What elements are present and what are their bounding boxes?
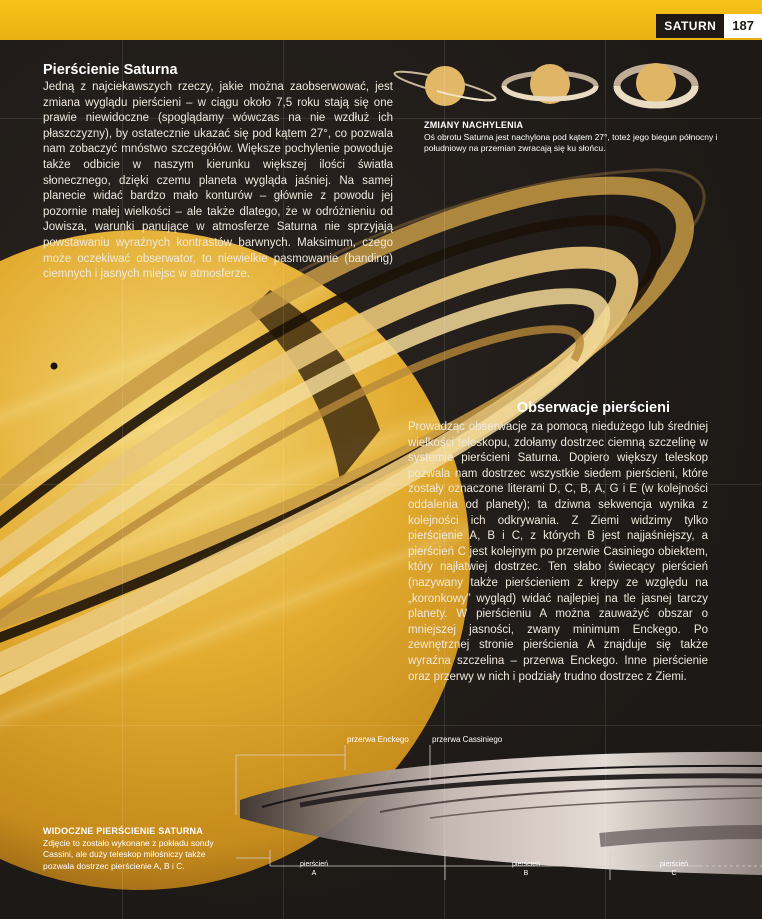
moon-shadow: [51, 363, 58, 370]
tilt-caption-title: ZMIANY NACHYLENIA: [424, 120, 524, 130]
label-ring-c-word: pierścień: [660, 861, 689, 868]
tilt-diagrams: [393, 63, 695, 106]
left-article-title: Pierścienie Saturna: [43, 62, 178, 78]
label-ring-a-word: pierścień: [300, 861, 329, 868]
label-ring-a: [300, 860, 328, 878]
left-article-body: Jedną z najciekawszych rzeczy, jakie można zaobserwować, jest zmiana wyglądu pierścieni – w ciągu około 7,5 roku stają się one prawie niewidoczne (spoglądamy wówczas na nie wzdłuż ich płaszczyzny), by ostatecznie ukazać się pod kątem 27°, co pozwala nam zobaczyć mnóstwo szczegółów. Większe pochylenie powoduje także odbicie w naszym kierunku większej ilości światła słonecznego, dzięki czemu planeta wygląda jaśniej. Na samej planecie widać bardzo mało konturów – głównie z powodu jej pozornie małej wielkości – ale także dlatego, że w odróżnieniu od Jowisza, warunki panujące w atmosferze Saturna nie sprzyjają powstawaniu wyraźnych kontrastów barwnych. Maksimum, czego może oczekiwać obserwator, to niewielkie pasmowanie (banding) ciemnych i jasnych miejsc w atmosferze.: [43, 81, 393, 281]
right-article-body: Prowadząc obserwacje za pomocą niedużego lub średniej wielkości teleskopu, zdołamy dostrzec ciemną szczelinę w systemie pierścieni Saturna. Dopiero większy teleskop pozwala nam dostrzec wszystkie siedem pierścieni, które zostały oznaczone literami D, C, B, A, G i E (w kolejności oddalenia od planety); ta dziwna sekwencja wynika z kolejności ich odkrywania. Z Ziemi widzimy tylko pierścienie A, B i C, z których B jest najjaśniejszy, a pierścień C jest kolejnym po przerwie Casiniego obiektem, który najłatwiej dostrzec. Ten słabo świecący pierścień (nazywany także pierścieniem z krepy ze względu na „koronkowy” wygląd) widać najlepiej na tle jasnej tarczy planety. W pierścieniu A można zauważyć obszar o mniejszej jasności, zwany minimum Enckego. Po zewnętrznej stronie pierścienia A znajduje się także wyraźna szczelina – przerwa Enckego. Inne pierścienie oraz przerwy w nich i podziały trudno dostrzec z Ziemi.: [408, 421, 708, 683]
label-ring-b-letter: B: [523, 870, 529, 877]
right-article-title: Obserwacje pierścieni: [516, 400, 670, 416]
label-cassini-gap: przerwa Cassiniego: [432, 735, 503, 744]
tilt-caption: [424, 120, 744, 155]
label-ring-c-letter: C: [671, 870, 677, 877]
label-ring-b: [512, 860, 540, 878]
page-number: 187: [724, 14, 762, 38]
label-ring-a-letter: A: [311, 870, 317, 877]
ring-photo-caption: [43, 826, 233, 872]
tilt-caption-text: Oś obrotu Saturna jest nachylona pod kątem 27°, toteż jego biegun północny i południowy na przemian zwracają się ku słońcu.: [424, 131, 718, 153]
label-ring-c: [660, 860, 688, 878]
label-encke-gap: przerwa Enckego: [347, 735, 409, 744]
label-ring-b-word: pierścień: [512, 861, 541, 868]
running-head: [656, 14, 762, 38]
grid-line: [0, 725, 762, 726]
ring-caption-text: Zdjęcie to zostało wykonane z pokładu sondy Cassini, ale duży teleskop miłośniczy także pozwala dostrzec pierścienie A, B i C.: [43, 837, 214, 871]
header-bar: [0, 0, 762, 40]
ring-caption-title: WIDOCZNE PIERŚCIENIE SATURNA: [43, 826, 203, 836]
section-title: SATURN: [656, 14, 724, 38]
